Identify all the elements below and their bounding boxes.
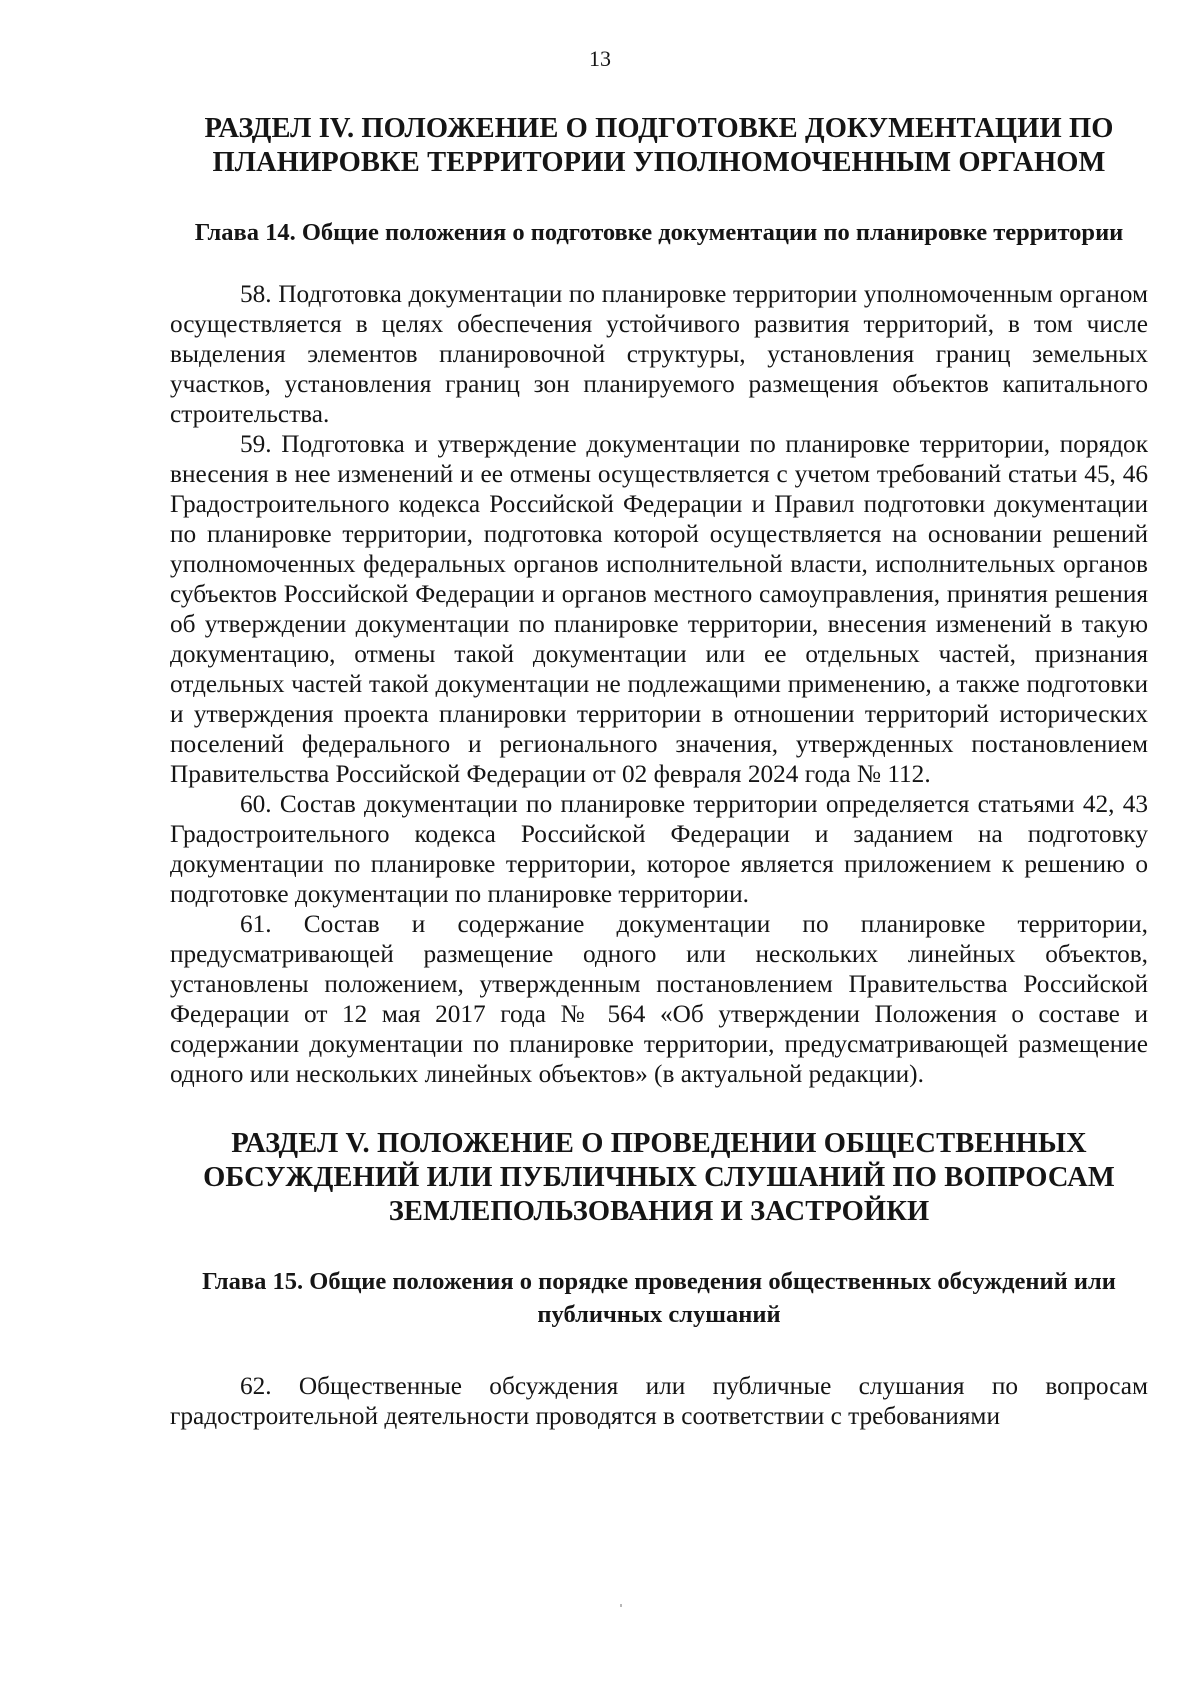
paragraph: 60. Состав документации по планировке территории определяется статьями 42, 43 Градостроительного кодекса Российской Федерации и заданием на подготовку документации по планировке территории, которое является приложением к решению о подготовке документации по планировке территории. bbox=[170, 790, 1148, 908]
paragraph: 61. Состав и содержание документации по планировке территории, предусматривающей размещение одного или нескольких линейных объектов, установлены положением, утвержденным постановлением Правительства Российской Федерации от 12 мая 2017 года № 564 «Об утверждении Положения о составе и содержании документации по планировке территории, предусматривающей размещение одного или нескольких линейных объектов» (в актуальной редакции). bbox=[170, 910, 1148, 1088]
page-content bbox=[170, 112, 1148, 1431]
paragraph: 59. Подготовка и утверждение документации по планировке территории, порядок внесения в нее изменений и ее отмены осуществляется с учетом требований статьи 45, 46 Градостроительного кодекса Российской Федерации и Правил подготовки документации по планировке территории, подготовка которой осуществляется на основании решений уполномоченных федеральных органов исполнительной власти, исполнительных органов субъектов Российской Федерации и органов местного самоуправления, принятия решения об утверждении документации по планировке территории, внесения изменений в такую документацию, отмены такой документации или ее отдельных частей, признания отдельных частей такой документации не подлежащими применению, а также подготовки и утверждения проекта планировки территории в отношении территорий исторических поселений федерального и регионального значения, утвержденных постановлением Правительства Российской Федерации от 02 февраля 2024 года № 112. bbox=[170, 430, 1148, 788]
page-number: 13 bbox=[589, 46, 611, 71]
paragraph: 58. Подготовка документации по планировке территории уполномоченным органом осуществляется в целях обеспечения устойчивого развития территорий, в том числе выделения элементов планировочной структуры, установления границ земельных участков, установления границ зон планируемого размещения объектов капитального строительства. bbox=[170, 280, 1148, 428]
chapter-title: Глава 15. Общие положения о порядке проведения общественных обсуждений или публичных слушаний bbox=[202, 1268, 1116, 1328]
scan-speck bbox=[620, 1604, 622, 1607]
section-title: РАЗДЕЛ IV. ПОЛОЖЕНИЕ О ПОДГОТОВКЕ ДОКУМЕНТАЦИИ ПО ПЛАНИРОВКЕ ТЕРРИТОРИИ УПОЛНОМОЧЕННЫМ ОРГАНОМ bbox=[204, 113, 1114, 178]
paragraph: 62. Общественные обсуждения или публичные слушания по вопросам градостроительной деятельности проводятся в соответствии с требованиями bbox=[170, 1372, 1148, 1430]
section-title: РАЗДЕЛ V. ПОЛОЖЕНИЕ О ПРОВЕДЕНИИ ОБЩЕСТВЕННЫХ ОБСУЖДЕНИЙ ИЛИ ПУБЛИЧНЫХ СЛУШАНИЙ ПО ВОПРОСАМ ЗЕМЛЕПОЛЬЗОВАНИЯ И ЗАСТРОЙКИ bbox=[203, 1128, 1115, 1227]
chapter-title: Глава 14. Общие положения о подготовке документации по планировке территории bbox=[194, 219, 1124, 246]
